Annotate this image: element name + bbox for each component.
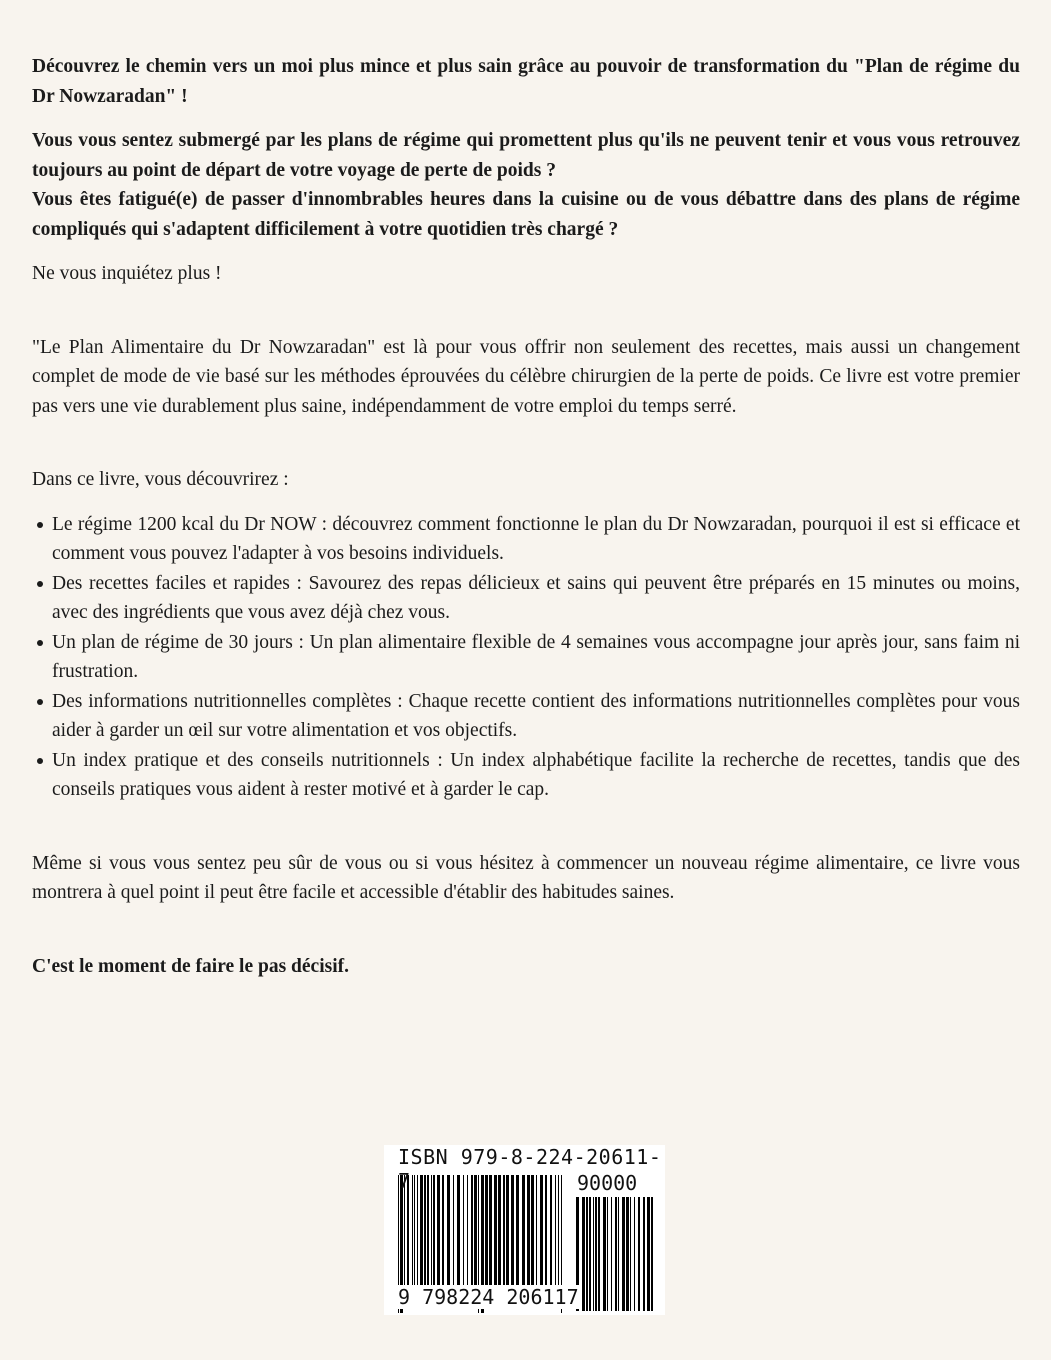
bullet-dot-icon — [37, 699, 43, 705]
call-to-action: C'est le moment de faire le pas décisif. — [32, 955, 349, 977]
list-item-text: Des recettes faciles et rapides : Savourez des repas délicieux et sains qui peuvent être préparés en 15 minutes ou moins, avec des ingrédients que vous avez déjà chez vous. — [52, 572, 1020, 623]
barcode-bar — [630, 1197, 631, 1311]
reassurance-line: Ne vous inquiétez plus ! — [32, 263, 222, 284]
list-item — [32, 687, 1020, 746]
isbn-barcode — [384, 1145, 665, 1315]
barcode-bar — [615, 1197, 617, 1311]
barcode-bar — [618, 1197, 619, 1311]
barcode-bar — [647, 1197, 650, 1311]
barcode-bar — [638, 1197, 640, 1311]
barcode-digits: 9 798224 206117 — [398, 1285, 579, 1309]
list-item — [32, 628, 1020, 687]
barcode-bar — [595, 1197, 597, 1311]
back-cover-text — [32, 52, 1020, 981]
bullet-dot-icon — [37, 581, 43, 587]
intro-headline: Découvrez le chemin vers un moi plus mince et plus sain grâce au pouvoir de transformation du "Plan de régime du Dr Nowzaradan" ! — [32, 56, 1020, 107]
isbn-label: ISBN 979-8-224-20611-7 — [398, 1145, 662, 1193]
price-code: 90000 — [577, 1171, 638, 1195]
closing-paragraph: Même si vous vous sentez peu sûr de vous ou si vous hésitez à commencer un nouveau régime alimentaire, ce livre vous montrera à quel point il peut être facile et accessible d'établir des habitudes saines. — [32, 852, 1020, 903]
barcode-bar — [634, 1197, 635, 1311]
barcode-bar — [611, 1197, 612, 1311]
list-item — [32, 569, 1020, 628]
list-item-text: Le régime 1200 kcal du Dr NOW : découvrez comment fonctionne le plan du Dr Nowzaradan, pourquoi il est si efficace et comment vous pouvez l'adapter à vos besoins individuels. — [52, 513, 1020, 564]
barcode-bar — [593, 1197, 594, 1311]
barcode-bar — [607, 1197, 608, 1311]
list-item-text: Un plan de régime de 30 jours : Un plan alimentaire flexible de 4 semaines vous accompagne jour après jour, sans faim ni frustration. — [52, 631, 1020, 682]
list-intro: Dans ce livre, vous découvrirez : — [32, 469, 289, 490]
intro-question-1: Vous vous sentez submergé par les plans de régime qui promettent plus qu'ils ne peuvent tenir et vous vous retrouvez toujours au point de départ de votre voyage de perte de poids ? — [32, 130, 1020, 181]
barcode-bar — [626, 1197, 629, 1311]
bullet-dot-icon — [37, 522, 43, 528]
barcode-bar — [603, 1197, 606, 1311]
feature-list — [32, 510, 1020, 805]
list-item-text: Des informations nutritionnelles complètes : Chaque recette contient des informations nutritionnelles complètes pour vous aider à garder un œil sur votre alimentation et vos objectifs. — [52, 690, 1020, 741]
intro-question-2: Vous êtes fatigué(e) de passer d'innombrables heures dans la cuisine ou de vous débattre dans des plans de régime compliqués qui s'adaptent difficilement à votre quotidien très chargé ? — [32, 189, 1020, 240]
intro-questions — [32, 126, 1020, 244]
barcode-bar — [622, 1197, 625, 1311]
barcode-bar — [582, 1197, 585, 1311]
list-item-text: Un index pratique et des conseils nutritionnels : Un index alphabétique facilite la recherche de recettes, tandis que des conseils pratiques vous aident à rester motivé et à garder le cap. — [52, 749, 1020, 800]
barcode-bar — [586, 1197, 588, 1311]
barcode-bar — [651, 1197, 653, 1311]
barcode-bar — [589, 1197, 591, 1311]
barcode-bar — [598, 1197, 600, 1311]
list-item — [32, 746, 1020, 805]
list-item — [32, 510, 1020, 569]
bullet-dot-icon — [37, 640, 43, 646]
book-description: "Le Plan Alimentaire du Dr Nowzaradan" est là pour vous offrir non seulement des recettes, mais aussi un changement complet de mode de vie basé sur les méthodes éprouvées du célèbre chirurgien de la perte de poids. Ce livre est votre premier pas vers une vie durablement plus saine, indépendamment de votre emploi du temps serré. — [32, 336, 1020, 417]
barcode-bar — [643, 1197, 645, 1311]
bullet-dot-icon — [37, 758, 43, 764]
